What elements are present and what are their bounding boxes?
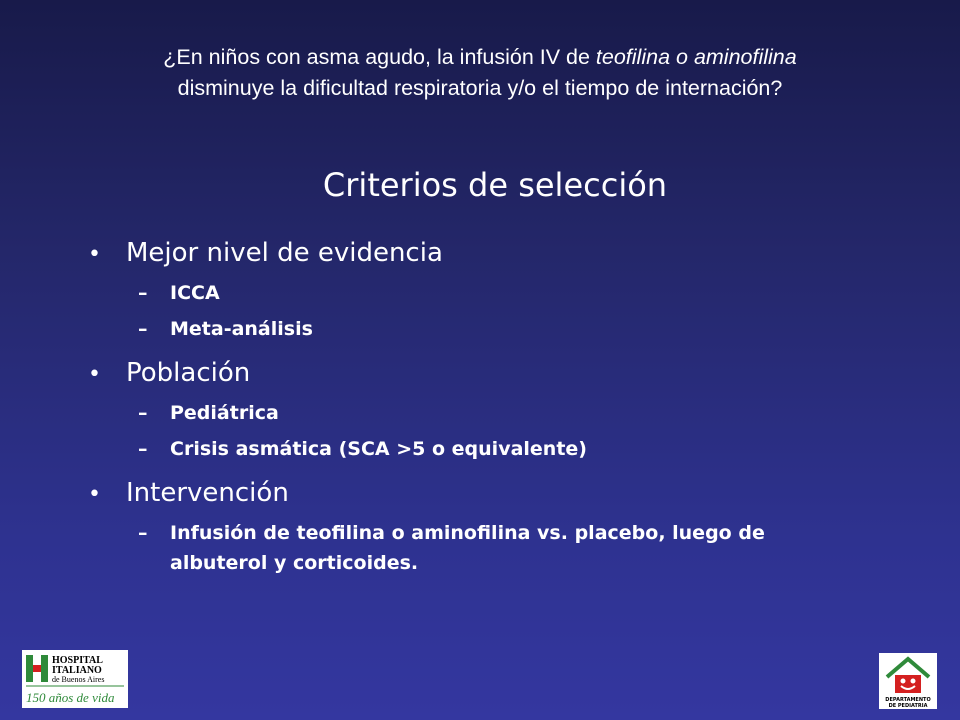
sub-label: ICCA [170, 282, 220, 304]
criteria-list [88, 238, 888, 584]
question-conj: o [670, 45, 694, 69]
bullet-label: Población [126, 358, 251, 388]
slide-title: Criterios de selección [322, 166, 668, 204]
bullet-icon: • [88, 362, 101, 387]
bullet-item [88, 358, 888, 388]
question-drug2: aminofilina [693, 45, 797, 69]
question-line2: disminuye la dificultad respiratoria y/o el tiempo de internación? [177, 76, 783, 100]
logo-left-line3: de Buenos Aires [52, 675, 105, 684]
logo-left-line2: ITALIANO [52, 665, 102, 676]
sub-label: Infusión de teofilina o aminofilina vs. placebo, luego de albuterol y corticoides. [170, 522, 765, 574]
logo-right-line1: DEPARTAMENTO [885, 697, 931, 703]
house-roof-icon [887, 659, 929, 677]
bullet-item [88, 478, 888, 508]
logo-left-line4: 150 años de vida [26, 690, 115, 705]
bullet-label: Mejor nivel de evidencia [126, 238, 443, 268]
sub-item: – Crisis asmática (SCA >5 o equivalente) [138, 434, 888, 464]
bullet-label: Intervención [126, 478, 289, 508]
sub-item: – Pediátrica [138, 398, 888, 428]
logo-right-line2: DE PEDIATRIA [888, 703, 928, 709]
logo-left-line1: HOSPITAL [52, 655, 103, 666]
question-part1: ¿En niños con asma agudo, la infusión IV de [163, 45, 596, 69]
hospital-italiano-logo [22, 650, 128, 708]
sub-label: Crisis asmática (SCA >5 o equivalente) [170, 438, 587, 460]
sub-label: Meta-análisis [170, 318, 313, 340]
departamento-pediatria-logo [879, 653, 937, 709]
sub-item: – Infusión de teofilina o aminofilina vs. placebo, luego de albuterol y corticoides. [138, 518, 888, 578]
bullet-icon: • [88, 242, 101, 267]
question-drug1: teofilina [595, 45, 671, 69]
sub-item: – Meta-análisis [138, 314, 888, 344]
bullet-icon: • [88, 482, 101, 507]
house-body-icon [895, 675, 921, 693]
question-text [40, 42, 920, 104]
bullet-item [88, 238, 888, 268]
sub-label: Pediátrica [170, 402, 279, 424]
sub-item: – ICCA [138, 278, 888, 308]
